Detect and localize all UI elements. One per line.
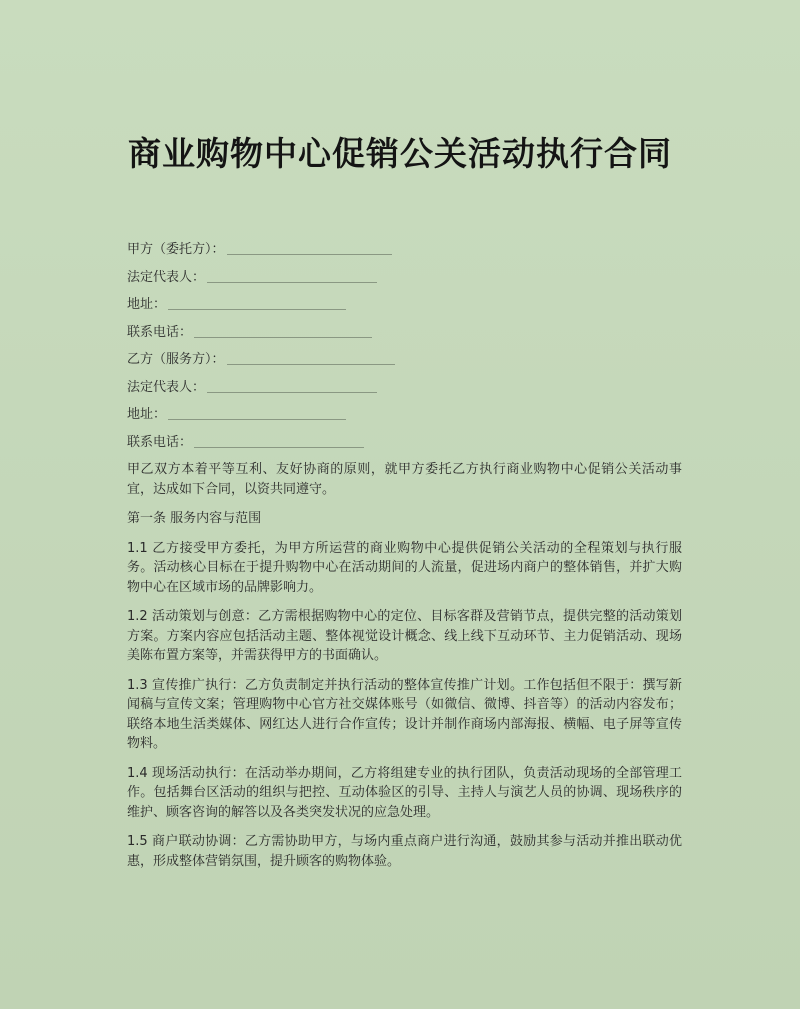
party-a-rep-label: 法定代表人： xyxy=(127,269,206,285)
party-b-address-field xyxy=(127,403,687,425)
parties-section xyxy=(127,238,687,458)
document-title: 商业购物中心促销公关活动执行合同 xyxy=(128,134,672,173)
party-b-field xyxy=(127,348,687,370)
party-a-phone-label: 联系电话： xyxy=(127,324,193,340)
party-b-rep-blank xyxy=(207,391,377,393)
clause-1-3: 1.3 宣传推广执行：乙方负责制定并执行活动的整体宣传推广计划。工作包括但不限于：撰写新闻稿与宣传文案；管理购物中心官方社交媒体账号（如微信、微博、抖音等）的活动内容发布；联络本地生活类媒体、网红达人进行合作宣传；设计并制作商场内部海报、横幅、电子屏等宣传物料。 xyxy=(127,677,682,751)
party-a-blank xyxy=(227,253,392,255)
party-b-rep-field xyxy=(127,376,687,398)
clause-1-2: 1.2 活动策划与创意：乙方需根据购物中心的定位、目标客群及营销节点，提供完整的活动策划方案。方案内容应包括活动主题、整体视觉设计概念、线上线下互动环节、主力促销活动、现场美陈布置方案等，并需获得甲方的书面确认。 xyxy=(127,609,682,663)
party-b-address-blank xyxy=(168,418,346,420)
party-a-rep-blank xyxy=(207,281,377,283)
article-1-heading: 第一条 服务内容与范围 xyxy=(127,511,262,526)
contract-body xyxy=(127,460,682,881)
party-b-phone-field xyxy=(127,431,687,453)
party-b-rep-label: 法定代表人： xyxy=(127,379,206,395)
party-a-address-label: 地址： xyxy=(127,297,167,312)
party-a-phone-field xyxy=(127,321,687,343)
party-a-address-blank xyxy=(168,308,346,310)
party-b-phone-blank xyxy=(194,446,364,448)
clause-1-1: 1.1 乙方接受甲方委托，为甲方所运营的商业购物中心提供促销公关活动的全程策划与执行服务。活动核心目标在于提升购物中心在活动期间的人流量，促进场内商户的整体销售，并扩大购物中心在区域市场的品牌影响力。 xyxy=(127,540,682,595)
party-b-blank xyxy=(227,363,395,365)
party-a-field xyxy=(127,238,687,260)
clause-1-4: 1.4 现场活动执行：在活动举办期间，乙方将组建专业的执行团队，负责活动现场的全部管理工作。包括舞台区活动的组织与把控、互动体验区的引导、主持人与演艺人员的协调、现场秩序的维护、顾客咨询的解答以及各类突发状况的应急处理。 xyxy=(127,765,682,820)
intro-paragraph: 甲乙双方本着平等互利、友好协商的原则，就甲方委托乙方执行商业购物中心促销公关活动事宜，达成如下合同，以资共同遵守。 xyxy=(127,462,682,497)
party-a-address-field xyxy=(127,293,687,315)
clause-1-5: 1.5 商户联动协调：乙方需协助甲方，与场内重点商户进行沟通，鼓励其参与活动并推出联动优惠，形成整体营销氛围，提升顾客的购物体验。 xyxy=(127,834,682,869)
party-a-phone-blank xyxy=(194,336,372,338)
party-b-label: 乙方（服务方）： xyxy=(127,352,225,367)
party-a-label: 甲方（委托方）： xyxy=(127,242,225,257)
party-a-rep-field xyxy=(127,266,687,288)
party-b-address-label: 地址： xyxy=(127,407,167,422)
party-b-phone-label: 联系电话： xyxy=(127,434,193,450)
